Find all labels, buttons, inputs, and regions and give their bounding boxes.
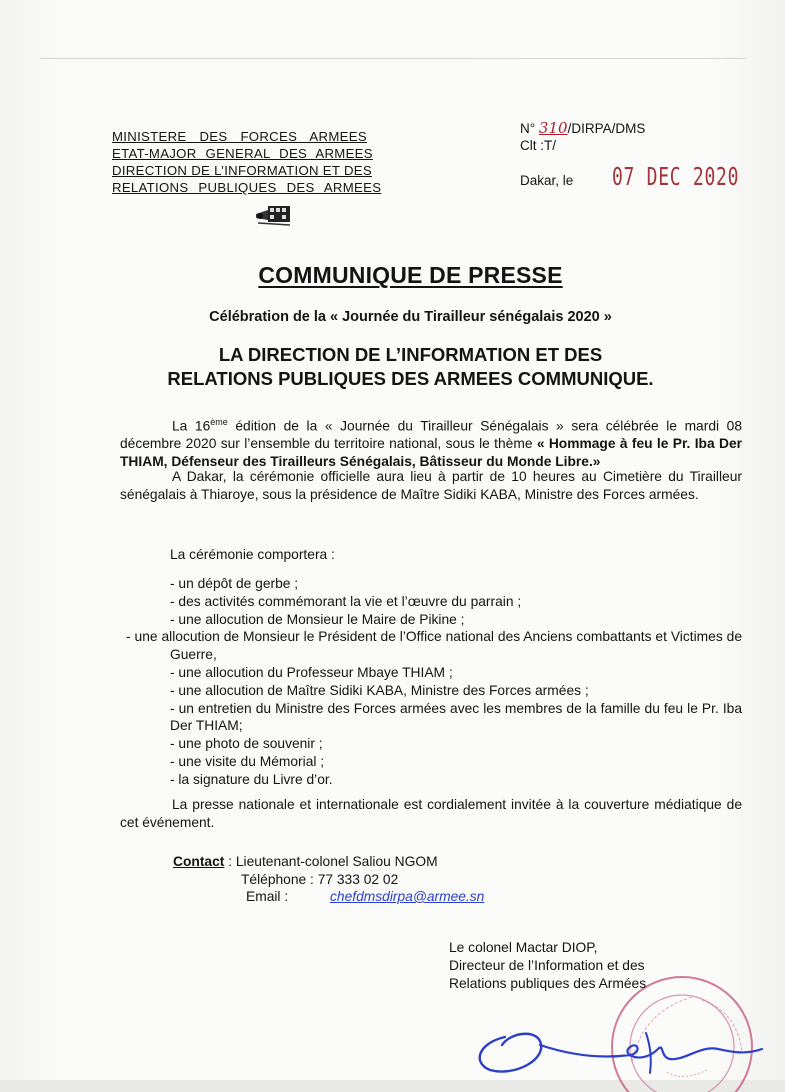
list-item-text: - un entretien du Ministre des Forces armées avec les membres de la famille du feu le Pr. Iba Der THIAM; (170, 700, 742, 734)
list-item-text: - une allocution de Monsieur le Président de l’Office national des Anciens combattants et Victimes de Guerre, (126, 629, 742, 663)
document-subtitle: Célébration de la « Journée du Tirailleur sénégalais 2020 » (209, 309, 612, 325)
email-label: Email : (246, 889, 289, 904)
ordinal-suffix: ème (210, 417, 228, 427)
paragraph-ceremony: A Dakar, la cérémonie officielle aura lieu à partir de 10 heures au Cimetière du Tirailleur sénégalais à Thiaroye, sous la présidence de Maître Sidiki KABA, Ministre des Forces armées. (120, 469, 742, 502)
letterhead-line: MINISTERE DES FORCES ARMEES (112, 129, 367, 144)
date-label: Dakar, le (520, 173, 574, 188)
classification: Clt :T/ (520, 138, 556, 153)
contact-label: Contact (173, 854, 225, 869)
list-item: - une allocution de Monsieur le Maire de Pikine ; (170, 611, 465, 627)
paragraph-intro-start: La 16 (172, 418, 211, 434)
contact-phone: Téléphone : 77 333 02 02 (241, 872, 399, 887)
heading-line-1: LA DIRECTION DE L’INFORMATION ET DES (218, 344, 603, 365)
signatory-title-line-2: Relations publiques des Armées (449, 976, 647, 991)
list-item: - une allocution de Maître Sidiki KABA, Ministre des Forces armées ; (170, 682, 589, 698)
heading-line-2: RELATIONS PUBLIQUES DES ARMEES COMMUNIQUE. (167, 368, 654, 389)
letterhead-line: ETAT-MAJOR GENERAL DES ARMEES (112, 146, 373, 161)
date-stamp: 07 DEC 2020 (612, 162, 740, 191)
list-item: - la signature du Livre d’or. (170, 771, 333, 787)
letterhead-line: RELATIONS PUBLIQUES DES ARMEES (112, 180, 382, 195)
list-item: - des activités commémorant la vie et l’œuvre du parrain ; (170, 593, 522, 609)
list-item: - un dépôt de gerbe ; (170, 576, 299, 591)
document-title: COMMUNIQUE DE PRESSE (258, 262, 563, 288)
email-row (246, 889, 484, 904)
program-list (126, 575, 742, 789)
program-intro: La cérémonie comportera : (170, 547, 335, 562)
list-item (170, 700, 742, 736)
paragraph-press-invitation: La presse nationale et internationale est cordialement invitée à la couverture médiatique de cet événement. (120, 797, 742, 830)
list-item: - une photo de souvenir ; (170, 736, 323, 752)
signatory-name: Le colonel Mactar DIOP, (449, 940, 598, 955)
paragraph-intro-middle: édition de la « Journée du Tirailleur Sénégalais » sera célébrée le mardi 08 décembre 2020 sur l’ensemble du territoire national, sous le thème (120, 418, 742, 452)
handwritten-signature-icon (470, 1015, 770, 1080)
contact-name: : Lieutenant-colonel Saliou NGOM (224, 854, 438, 869)
contact-block (173, 853, 438, 889)
list-item: - une allocution du Professeur Mbaye THIAM ; (170, 664, 453, 680)
reference-prefix: N° (520, 121, 536, 136)
list-item: - une visite du Mémorial ; (170, 753, 325, 769)
emblem-icon (254, 204, 292, 226)
reference-number (520, 120, 645, 154)
reference-suffix: /DIRPA/DMS (567, 121, 646, 136)
paragraph-intro (120, 414, 742, 470)
theme-text: « Hommage à feu le Pr. Iba Der THIAM, Défenseur des Tirailleurs Sénégalais, Bâtisseur du Monde Libre.» (120, 436, 742, 469)
letterhead (112, 128, 412, 196)
top-divider (40, 58, 745, 59)
signatory-title-line-1: Directeur de l’Information et des (449, 958, 645, 973)
signatory-block (449, 939, 646, 993)
letterhead-line: DIRECTION DE L’INFORMATION ET DES (112, 163, 372, 178)
list-item (126, 628, 742, 664)
email-link[interactable]: chefdmsdirpa@armee.sn (330, 889, 485, 904)
announcement-heading (0, 343, 785, 391)
reference-handwritten-number: 310 (538, 119, 568, 137)
